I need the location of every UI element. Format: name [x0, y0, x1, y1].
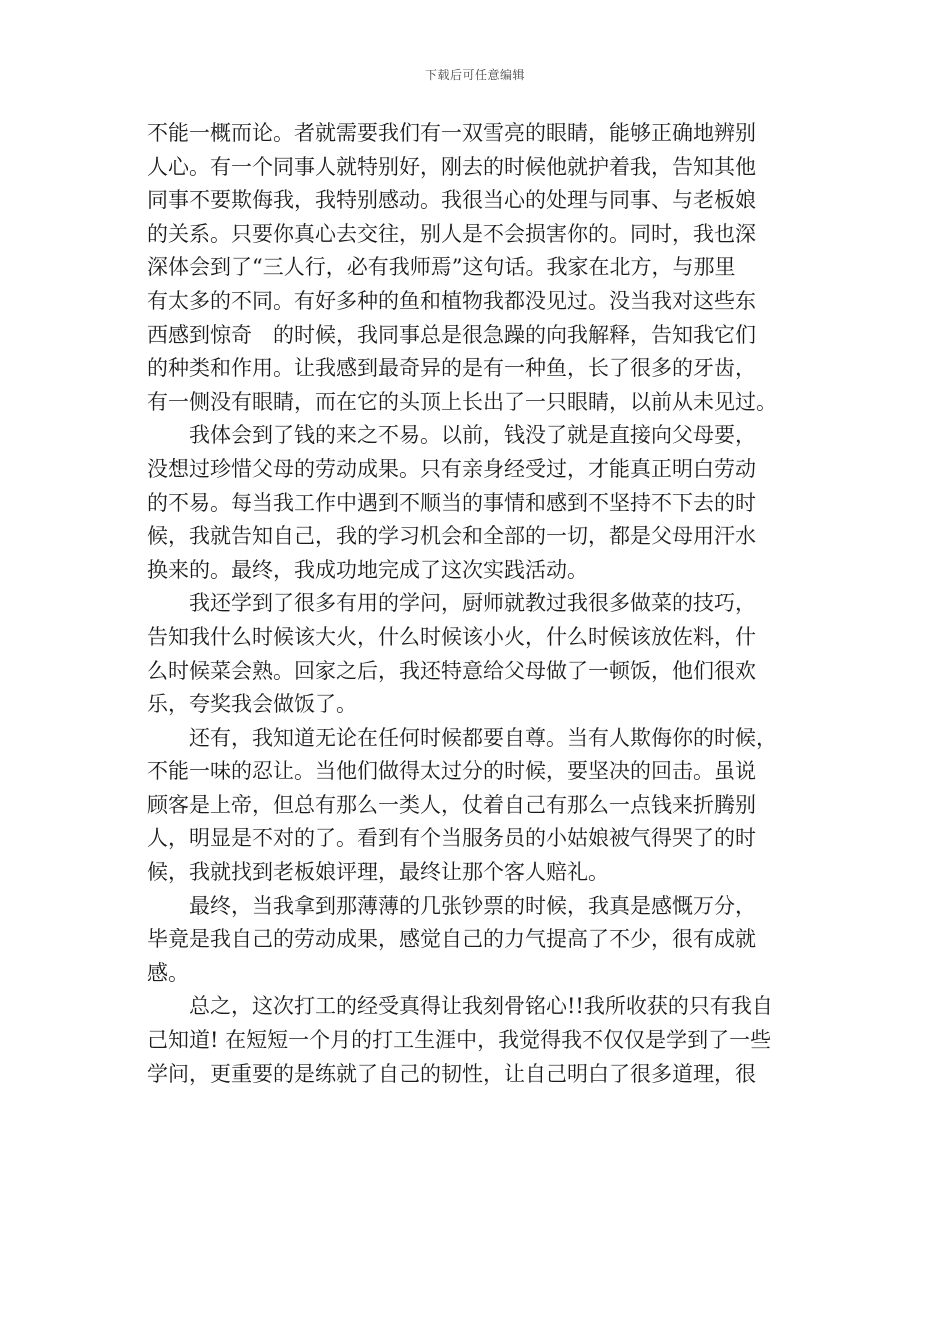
text-line: 不能一味的忍让。当他们做得太过分的时候，要坚决的回击。虽说 [147, 759, 756, 784]
text-line: 不能一概而论。者就需要我们有一双雪亮的眼睛，能够正确地辨别 [147, 121, 756, 145]
text-line: 毕竟是我自己的劳动成果，感觉自己的力气提高了不少，很有成就 [147, 927, 756, 952]
text-line: 学问，更重要的是练就了自己的韧性，让自己明白了很多道理，很 [147, 1061, 756, 1086]
text-line: 告知我什么时候该大火，什么时候该小火，什么时候该放佐料，什 [147, 624, 756, 649]
text-line: 的种类和作用。让我感到最奇异的是有一种鱼，长了很多的牙齿， [147, 356, 756, 381]
text-line: 候，我就告知自己，我的学习机会和全部的一切，都是父母用汗水 [147, 524, 756, 549]
text-line: 乐，夸奖我会做饭了。 [147, 692, 357, 717]
text-line: 人心。有一个同事人就特别好，刚去的时候他就护着我，告知其他 [147, 154, 756, 179]
text-line: 我体会到了钱的来之不易。以前，钱没了就是直接向父母要， [189, 423, 756, 448]
text-line: 没想过珍惜父母的劳动成果。只有亲身经受过，才能真正明白劳动 [147, 456, 756, 481]
text-line: 己知道! 在短短一个月的打工生涯中，我觉得我不仅仅是学到了一些 [147, 1028, 772, 1053]
text-line: 还有，我知道无论在任何时候都要自尊。当有人欺侮你的时候， [189, 725, 777, 750]
text-line: 感。 [147, 960, 189, 985]
text-line: 顾客是上帝，但总有那么一类人，仗着自己有那么一点钱来折腾别 [147, 792, 756, 817]
page-header: 下载后可任意编辑 [424, 68, 525, 82]
document-body [147, 117, 807, 1091]
text-line: 深体会到了“三人行，必有我师焉”这句话。我家在北方，与那里 [147, 255, 736, 280]
text-line: 有一侧没有眼睛，而在它的头顶上长出了一只眼睛，以前从未见过。 [147, 389, 777, 414]
text-line: 西感到惊奇 的时候，我同事总是很急躁的向我解释，告知我它们 [147, 322, 756, 347]
text-line: 的不易。每当我工作中遇到不顺当的事情和感到不坚持不下去的时 [147, 490, 756, 515]
text-line: 有太多的不同。有好多种的鱼和植物我都没见过。没当我对这些东 [147, 288, 756, 313]
text-line: 同事不要欺侮我，我特别感动。我很当心的处理与同事、与老板娘 [147, 188, 756, 213]
text-line: 么时候菜会熟。回家之后，我还特意给父母做了一顿饭，他们很欢 [147, 658, 756, 683]
text-line: 我还学到了很多有用的学问，厨师就教过我很多做菜的技巧， [189, 591, 756, 616]
text-line: 人，明显是不对的了。看到有个当服务员的小姑娘被气得哭了的时 [147, 826, 756, 851]
text-line: 总之，这次打工的经受真得让我刻骨铭心!!我所收获的只有我自 [189, 994, 773, 1019]
text-line: 候，我就找到老板娘评理，最终让那个客人赔礼。 [147, 860, 609, 885]
text-line: 最终，当我拿到那薄薄的几张钞票的时候，我真是感慨万分， [189, 893, 756, 918]
text-line: 换来的。最终，我成功地完成了这次实践活动。 [147, 557, 588, 582]
text-line: 的关系。只要你真心去交往，别人是不会损害你的。同时，我也深 [147, 221, 756, 246]
